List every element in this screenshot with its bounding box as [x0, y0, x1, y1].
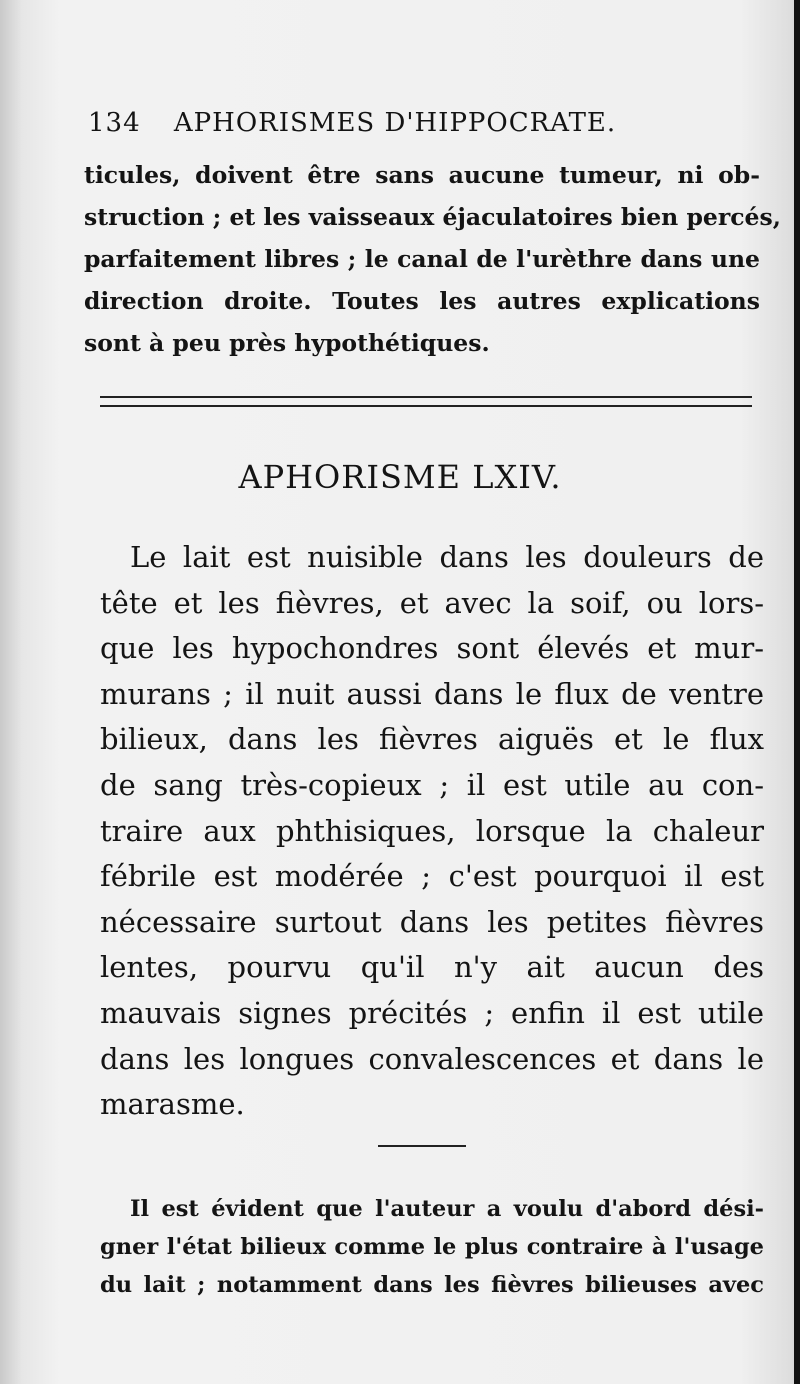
running-header: [88, 108, 768, 138]
text-line: traire aux phthisiques, lorsque la chaleur: [100, 813, 764, 848]
page-edge-shadow: [794, 0, 800, 1384]
aphorism-text: [100, 535, 764, 1128]
text-line: mauvais signes précités ; enfin il est utile: [100, 995, 764, 1030]
text-line: sont à peu près hypothétiques.: [84, 329, 490, 357]
text-line: marasme.: [100, 1087, 245, 1122]
text-line: tête et les fièvres, et avec la soif, ou lors-: [100, 585, 764, 620]
text-line: bilieux, dans les fièvres aiguës et le flux: [100, 722, 764, 757]
commentary-paragraph: [100, 1190, 764, 1304]
continuation-paragraph: [84, 154, 781, 364]
text-line: Le lait est nuisible dans les douleurs de: [130, 540, 764, 574]
text-line: Il est évident que l'auteur a voulu d'abord dési-: [130, 1196, 764, 1222]
running-title: APHORISMES D'HIPPOCRATE.: [173, 108, 617, 138]
text-line: fébrile est modérée ; c'est pourquoi il est: [100, 859, 764, 894]
text-line: du lait ; notamment dans les fièvres bilieuses avec: [100, 1272, 764, 1298]
short-divider: [378, 1145, 466, 1147]
text-line: lentes, pourvu qu'il n'y ait aucun des: [100, 950, 764, 985]
text-line: struction ; et les vaisseaux éjaculatoires bien percés,: [84, 203, 781, 231]
text-line: parfaitement libres ; le canal de l'urèthre dans une: [84, 245, 760, 273]
text-line: de sang très-copieux ; il est utile au con-: [100, 767, 764, 802]
text-line: dans les longues convalescences et dans le: [100, 1041, 764, 1076]
text-line: direction droite. Toutes les autres explications: [84, 287, 760, 315]
aphorism-title: APHORISME LXIV.: [238, 458, 562, 496]
text-line: ticules, doivent être sans aucune tumeur, ni ob-: [84, 161, 760, 189]
text-line: que les hypochondres sont élevés et mur-: [100, 631, 764, 666]
text-line: murans ; il nuit aussi dans le flux de ventre: [100, 676, 764, 711]
text-line: gner l'état bilieux comme le plus contraire à l'usage: [100, 1234, 764, 1260]
section-divider: [100, 396, 752, 407]
text-line: nécessaire surtout dans les petites fièvres: [100, 904, 764, 939]
page-number: 134: [88, 108, 141, 138]
